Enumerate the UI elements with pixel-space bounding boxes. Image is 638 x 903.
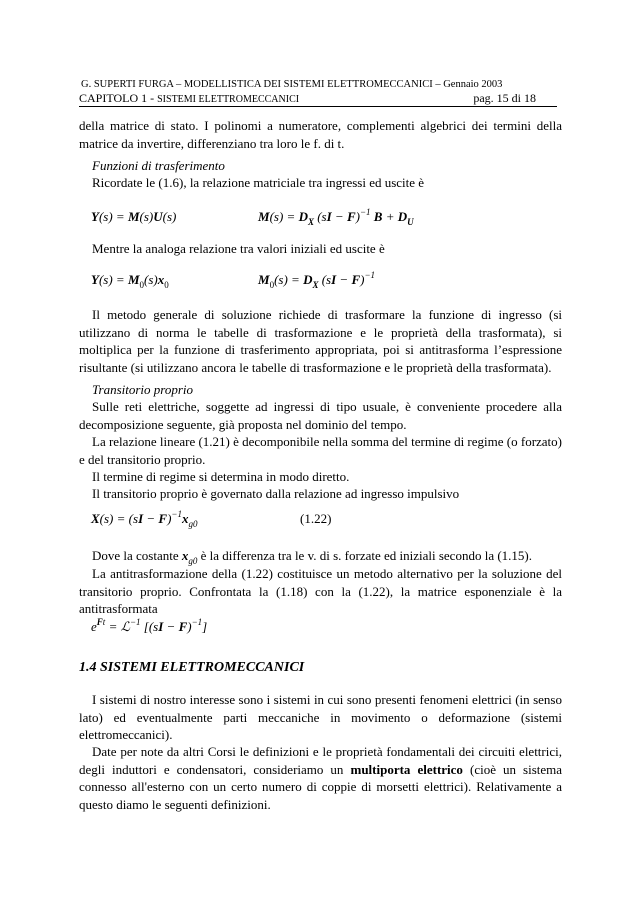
section-title: 1.4 SISTEMI ELETTROMECCANICI bbox=[79, 660, 305, 675]
paragraph-multiport-definition bbox=[79, 743, 562, 813]
paragraph-linear-relation: La relazione lineare (1.21) è decomponibile nella somma del termine di regime (o forzato) e del transitorio proprio. bbox=[79, 434, 562, 467]
header-author-line: G. SUPERTI FURGA – MODELLISTICA DEI SISTEMI ELETTROMECCANICI – Gennaio 2003 bbox=[81, 79, 503, 90]
paragraph-matrix-relation: Ricordate le (1.6), la relazione matriciale tra ingressi ed uscite è bbox=[92, 175, 425, 190]
constant-text-start: Dove la costante bbox=[92, 548, 179, 563]
subheading-transfer-functions: Funzioni di trasferimento bbox=[92, 158, 225, 173]
paragraph-steady-state: Il termine di regime si determina in modo diretto. bbox=[92, 469, 350, 484]
paragraph-state-matrix: della matrice di stato. I polinomi a numeratore, complementi algebrici dei termini della matrice da invertire, differenziano tra loro le f. di t. bbox=[79, 118, 562, 151]
formula-constant-xg0: $x_{g0}$ bbox=[181, 548, 198, 566]
formula-matrix-exponential: $e^{Ft}$ = ℒ$^{-1}$ [(sI − F)$^{-1}$] bbox=[91, 617, 208, 634]
chapter-title: SISTEMI ELETTROMECCANICI bbox=[157, 94, 300, 105]
formula-initial-matrix: $M_0(s) = D_X$ (sI − F)$^{-1}$ bbox=[258, 270, 376, 290]
paragraph-impulsive-input: Il transitorio proprio è governato dalla relazione ad ingresso impulsivo bbox=[92, 486, 460, 501]
chapter-separator: - bbox=[147, 91, 158, 105]
paragraph-electromechanical-systems: I sistemi di nostro interesse sono i sistemi in cui sono presenti fenomeni elettrici (in senso lato) ed eventualmente parti meccaniche in movimento o deformazione (sistemi elettromeccanici). bbox=[79, 692, 562, 742]
paragraph-general-method: Il metodo generale di soluzione richiede di trasformare la funzione di ingresso (si utilizzano di norma le tabelle di trasformazione e le proprietà della trasformata), si moltiplica per la funzione di trasferimento appropriata, poi si antitrasforma l’espressione risultante (si utilizzano ancora le tabelle di trasformazione e le proprietà della trasformata). bbox=[79, 307, 562, 375]
multiport-text-end: (cioè un sistema connesso all'esterno con un certo numero di coppie di morsetti elettrici). Relativamente a questo diamo le seguenti definizioni. bbox=[79, 761, 563, 812]
header-chapter bbox=[79, 91, 299, 106]
formula-initial-output: $Y(s) = M_0(s)x_0$ bbox=[91, 272, 169, 290]
formula-natural-transient: $X(s) = (sI - F)^{-1}x_{g0}$ bbox=[91, 509, 198, 529]
paragraph-constant bbox=[92, 547, 532, 567]
equation-number: (1.22) bbox=[300, 511, 332, 526]
page-number: pag. 15 di 18 bbox=[473, 91, 536, 105]
formula-transfer-matrix: $M(s) = D_X$ (sI − F)$^{-1}$ $B + D_U$ bbox=[258, 207, 414, 227]
formula-output-relation: Y(s) = M(s)U(s) bbox=[91, 209, 177, 224]
constant-text-end: è la differenza tra le v. di s. forzate ed iniziali secondo la (1.15). bbox=[200, 548, 532, 563]
header-rule bbox=[79, 106, 557, 107]
paragraph-initial-values: Mentre la analoga relazione tra valori iniziali ed uscite è bbox=[92, 241, 385, 256]
multiport-term: multiporta elettrico bbox=[350, 761, 463, 777]
subheading-natural-transient: Transitorio proprio bbox=[92, 382, 194, 397]
paragraph-electric-networks: Sulle reti elettriche, soggette ad ingressi di tipo usuale, è conveniente procedere alla decomposizione seguente, già proposta nel dominio del tempo. bbox=[79, 399, 562, 432]
chapter-number: CAPITOLO 1 bbox=[79, 91, 148, 105]
multiport-text-start: Date per note da altri Corsi le definizioni e le proprietà fondamentali dei circuiti elettrici, degli induttori e condensatori, consideriamo un bbox=[79, 744, 562, 777]
paragraph-antitransform: La antitrasformazione della (1.22) costituisce un metodo alternativo per la soluzione del transitorio proprio. Confrontata la (1.18) con la (1.22), la matrice esponenziale è la antitrasformata bbox=[79, 566, 562, 616]
